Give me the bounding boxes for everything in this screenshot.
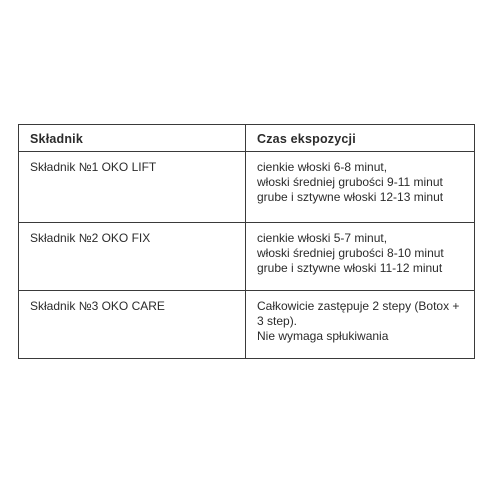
header-component: Składnik xyxy=(19,125,246,152)
exposure-time-table xyxy=(18,124,475,359)
table-row xyxy=(19,291,475,359)
exposure-line: włoski średniej grubości 8-10 minut xyxy=(257,246,444,260)
component-cell: Składnik №1 OKO LIFT xyxy=(19,152,246,223)
table-row xyxy=(19,223,475,291)
table-header-row xyxy=(19,125,475,152)
exposure-line: cienkie włoski 5-7 minut, xyxy=(257,231,388,245)
exposure-line: włoski średniej grubości 9-11 minut xyxy=(257,175,443,189)
table-row xyxy=(19,152,475,223)
exposure-line: Nie wymaga spłukiwania xyxy=(257,329,389,343)
exposure-cell xyxy=(246,152,475,223)
exposure-cell xyxy=(246,291,475,359)
exposure-cell xyxy=(246,223,475,291)
exposure-line: cienkie włoski 6-8 minut, xyxy=(257,160,388,174)
exposure-line: grube i sztywne włoski 11-12 minut xyxy=(257,261,443,275)
component-cell: Składnik №2 OKO FIX xyxy=(19,223,246,291)
header-exposure-time: Czas ekspozycji xyxy=(246,125,475,152)
exposure-line: grube i sztywne włoski 12-13 minut xyxy=(257,190,444,204)
exposure-line: Całkowicie zastępuje 2 stepy (Botox + 3 step). xyxy=(257,299,460,328)
component-cell: Składnik №3 OKO CARE xyxy=(19,291,246,359)
